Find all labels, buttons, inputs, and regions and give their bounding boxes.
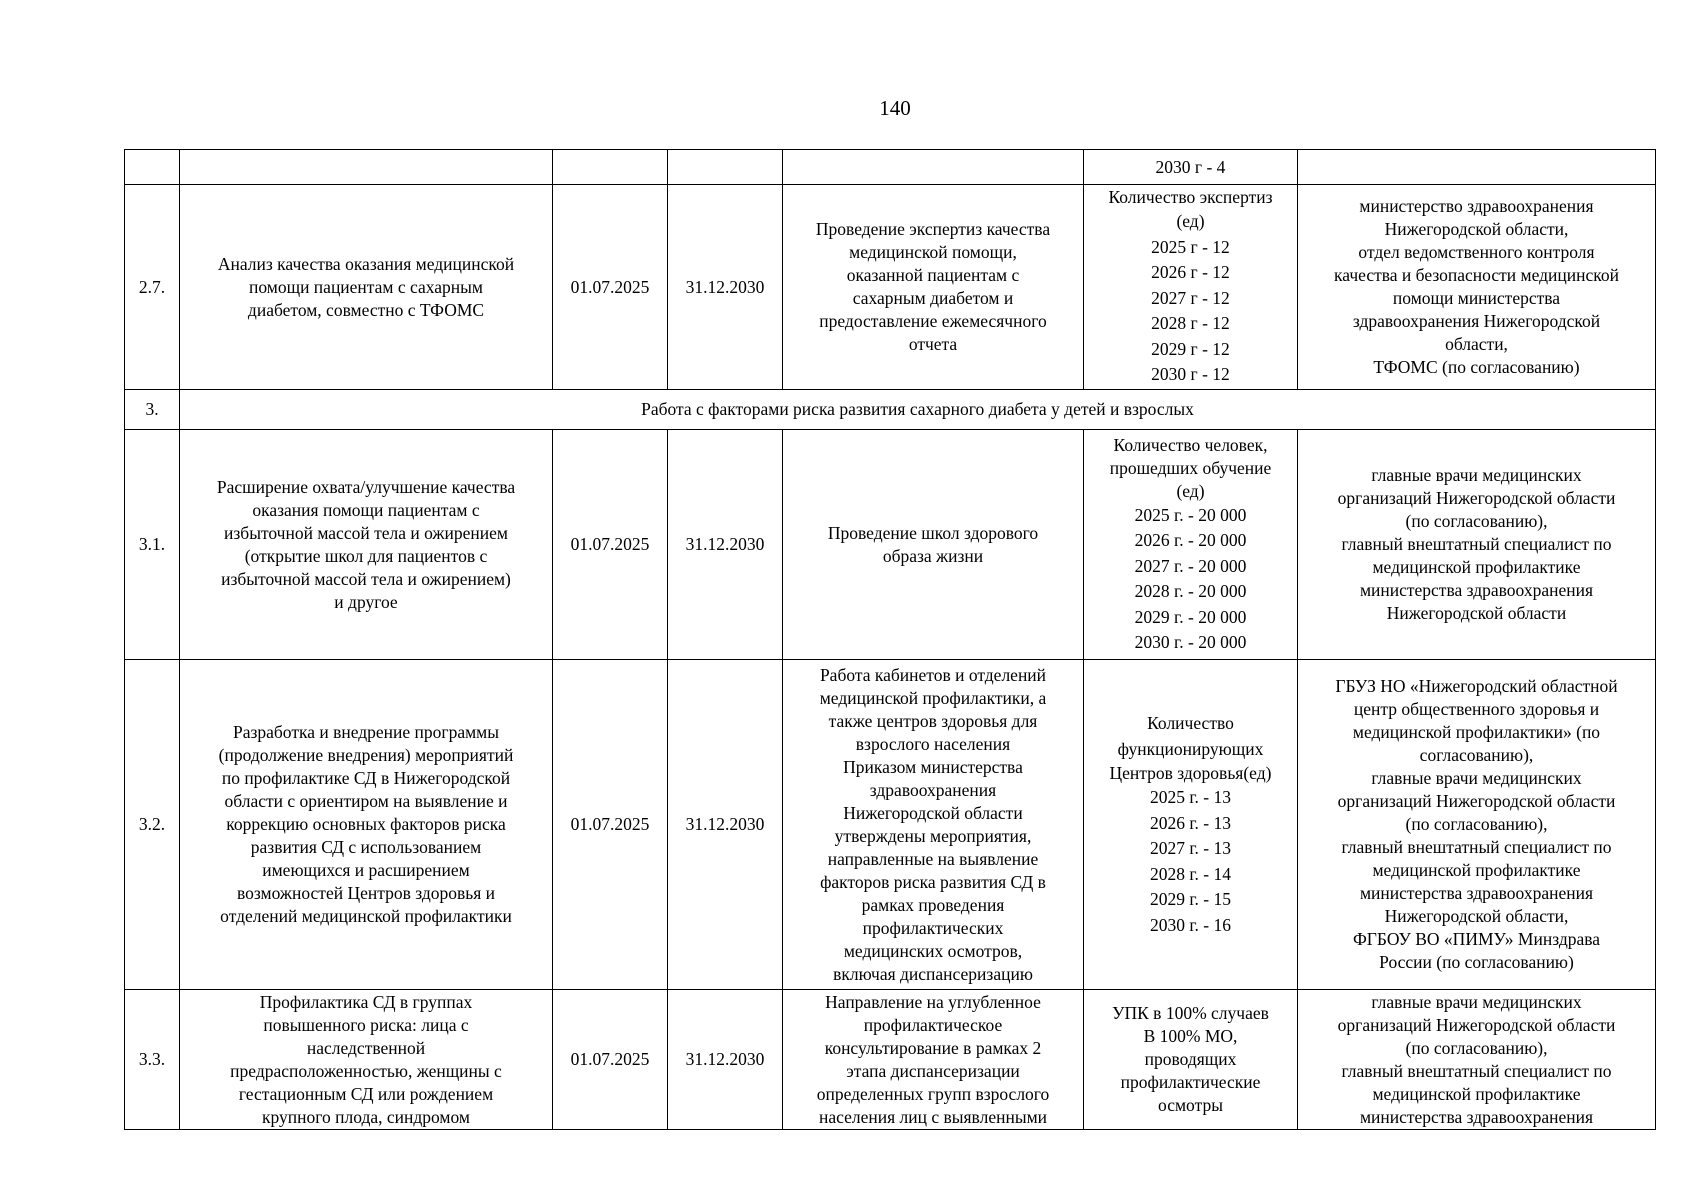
responsible-text: ГБУЗ НО «Нижегородский областной центр общественного здоровья и медицинской профилактики» (по согласованию), главные врачи медицинских организаций Нижегородской области (по согласованию), главный внештатный специалист по медицинской профилактике министерства здравоохранения Нижегородской области, ФГБОУ ВО «ПИМУ» Минздрава России (по согласованию) <box>1335 676 1618 972</box>
cell-result <box>783 150 1084 185</box>
result-text: Работа кабинетов и отделений медицинской профилактики, а также центров здоровья для взрослого населения Приказом министерства здравоохранения Нижегородской области утверждены мероприятия, направленные на выявление факторов риска развития СД в рамках проведения профилактических медицинских осмотров, включая диспансеризацию <box>819 664 1047 984</box>
cell-result <box>783 430 1084 660</box>
cell-start: 01.07.2025 <box>553 430 668 660</box>
cell-end: 31.12.2030 <box>668 430 783 660</box>
indicator-value: 2025 г - 12 <box>1151 236 1230 257</box>
indicator-value: 2030 г. - 16 <box>1149 914 1232 935</box>
cell-start <box>553 150 668 185</box>
cell-activity <box>180 150 553 185</box>
cell-activity <box>180 185 553 390</box>
cell-start: 01.07.2025 <box>553 990 668 1130</box>
cell-indicator <box>1084 185 1298 390</box>
result-text: Проведение школ здорового образа жизни <box>827 522 1039 566</box>
cell-indicator <box>1084 990 1298 1130</box>
responsible-text: министерство здравоохранения Нижегородской области, отдел ведомственного контроля качества и безопасности медицинской помощи министерства здравоохранения Нижегородской области, ТФОМС (по согласованию) <box>1334 196 1619 377</box>
cell-end: 31.12.2030 <box>668 185 783 390</box>
indicator-value: 2027 г - 12 <box>1151 287 1230 308</box>
indicator-value: 2026 г - 12 <box>1151 262 1230 283</box>
section-row <box>125 390 1656 430</box>
cell-responsible <box>1298 990 1656 1130</box>
indicator-title-line: Количество экспертиз <box>1108 187 1273 208</box>
activity-text: Разработка и внедрение программы (продолжение внедрения) мероприятий по профилактике СД в Нижегородской области с ориентиром на выявление и коррекцию основных факторов риска развития СД с использованием имеющихся и расширением возможностей Центров здоровья и отделений медицинской профилактики <box>218 722 514 926</box>
section-num: 3. <box>125 390 180 430</box>
responsible-text: главные врачи медицинских организаций Нижегородской области (по согласованию), главный внештатный специалист по медицинской профилактике министерства здравоохранения Нижегородской области <box>1337 465 1616 623</box>
cell-indicator <box>1084 150 1298 185</box>
page-number: 140 <box>879 96 911 120</box>
indicator-value: 2030 г - 4 <box>1155 156 1226 177</box>
indicator-value: 2028 г. - 20 000 <box>1134 581 1247 601</box>
table-row-continuation <box>125 150 1656 185</box>
cell-num: 2.7. <box>125 185 180 390</box>
indicator-text: УПК в 100% случаев В 100% МО, проводящих профилактические осмотры <box>1112 1003 1269 1115</box>
activity-text: Анализ качества оказания медицинской помощи пациентам с сахарным диабетом, совместно с ТФОМС <box>217 253 515 320</box>
measures-table <box>124 149 1656 1130</box>
indicator-value: 2027 г. - 20 000 <box>1134 555 1247 576</box>
cell-activity <box>180 660 553 990</box>
indicator-value: 2028 г. - 14 <box>1149 863 1232 884</box>
indicator-value: 2029 г - 12 <box>1151 338 1230 359</box>
cell-result <box>783 660 1084 990</box>
indicator-value: 2029 г. - 20 000 <box>1134 606 1247 627</box>
indicator-title-line: Количество человек, <box>1113 434 1268 455</box>
table-row <box>125 660 1656 990</box>
cell-responsible <box>1298 150 1656 185</box>
indicator-value: 2030 г. - 20 000 <box>1134 632 1247 652</box>
indicator-title-line: функционирующих <box>1117 738 1264 759</box>
indicator-value: 2029 г. - 15 <box>1149 889 1232 909</box>
indicator-title-line: (ед) <box>1176 480 1205 501</box>
cell-num: 3.2. <box>125 660 180 990</box>
cell-indicator <box>1084 660 1298 990</box>
indicator-value: 2025 г. - 13 <box>1149 787 1232 807</box>
cell-end: 31.12.2030 <box>668 660 783 990</box>
result-text: Проведение экспертиз качества медицинской помощи, оказанной пациентам с сахарным диабетом и предоставление ежемесячного отчета <box>815 219 1051 354</box>
section-title: Работа с факторами риска развития сахарного диабета у детей и взрослых <box>180 390 1656 430</box>
activity-text: Профилактика СД в группах повышенного риска: лица с наследственной предрасположенностью, женщины с гестационным СД или рождением крупного плода, синдромом <box>230 991 502 1127</box>
cell-activity <box>180 430 553 660</box>
cell-activity <box>180 990 553 1130</box>
indicator-value: 2028 г - 12 <box>1151 313 1230 334</box>
cell-result <box>783 990 1084 1130</box>
table-row <box>125 185 1656 390</box>
indicator-value: 2025 г. - 20 000 <box>1134 504 1247 525</box>
indicator-title-line: прошедших обучение <box>1109 457 1272 478</box>
cell-responsible <box>1298 185 1656 390</box>
cell-responsible <box>1298 660 1656 990</box>
activity-text: Расширение охвата/улучшение качества оказания помощи пациентам с избыточной массой тела и ожирением (открытие школ для пациентов с избыточной массой тела и ожирением) и другое <box>216 476 516 612</box>
responsible-text: главные врачи медицинских организаций Нижегородской области (по согласованию), главный внештатный специалист по медицинской профилактике министерства здравоохранения <box>1337 991 1616 1127</box>
table-row <box>125 990 1656 1130</box>
cell-end: 31.12.2030 <box>668 990 783 1130</box>
cell-result <box>783 185 1084 390</box>
cell-end <box>668 150 783 185</box>
cell-num: 3.1. <box>125 430 180 660</box>
indicator-title-line: Центров здоровья(ед) <box>1109 763 1272 783</box>
result-text: Направление на углубленное профилактическое консультирование в рамках 2 этапа диспансеризации определенных групп взрослого населения лиц с выявленными <box>816 991 1050 1127</box>
cell-start: 01.07.2025 <box>553 185 668 390</box>
indicator-value: 2026 г. - 13 <box>1149 812 1232 833</box>
cell-num <box>125 150 180 185</box>
indicator-title-line: (ед) <box>1176 211 1205 232</box>
cell-indicator <box>1084 430 1298 660</box>
cell-responsible <box>1298 430 1656 660</box>
table-row <box>125 430 1656 660</box>
indicator-value: 2027 г. - 13 <box>1149 838 1232 858</box>
indicator-value: 2030 г - 12 <box>1151 364 1230 385</box>
cell-start: 01.07.2025 <box>553 660 668 990</box>
indicator-title-line: Количество <box>1147 713 1234 733</box>
cell-num: 3.3. <box>125 990 180 1130</box>
indicator-value: 2026 г. - 20 000 <box>1134 530 1247 550</box>
